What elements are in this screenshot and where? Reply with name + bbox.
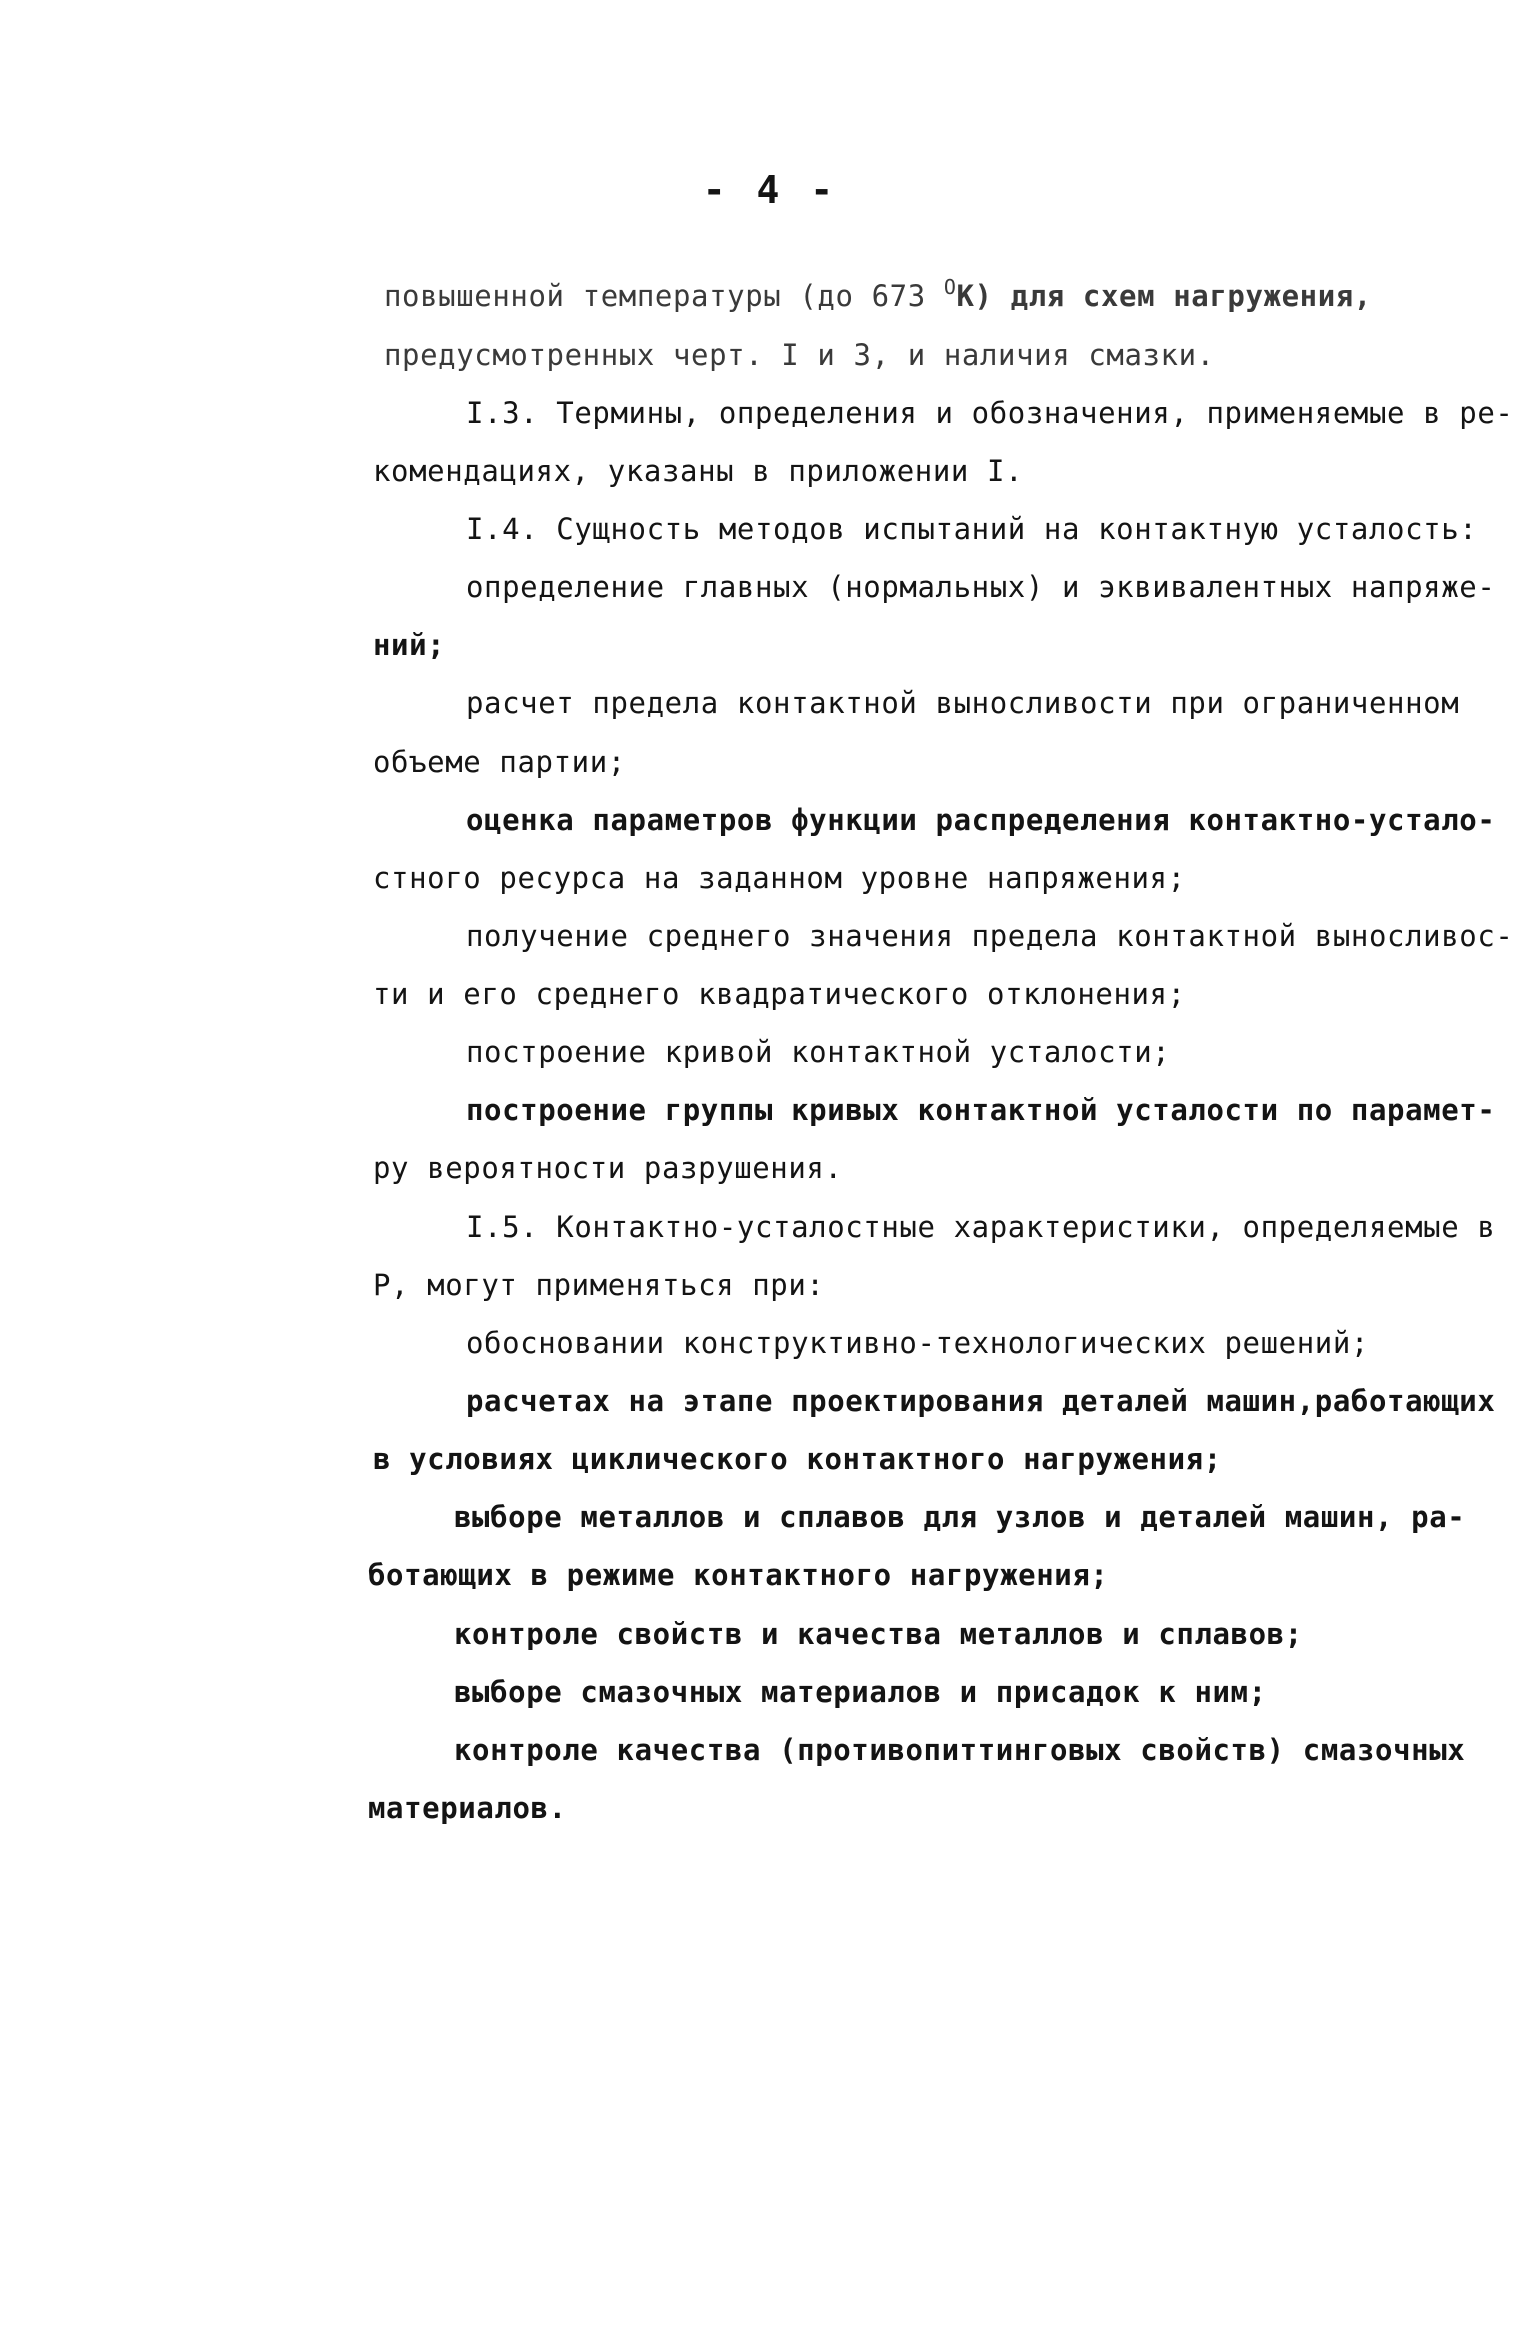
text-line: ний; [373,628,446,662]
text-line: комендациях, указаны в приложении I. [373,454,1024,488]
text-line: I.5. Контактно-усталостные характеристики, определяемые в [466,1210,1496,1244]
text-line: Р, могут применяться при: [373,1268,825,1302]
text-line: построение кривой контактной усталости; [466,1035,1171,1069]
text-line: получение среднего значения предела контактной выносливос- [466,919,1514,953]
text-line: обосновании конструктивно-технологических решений; [466,1326,1369,1360]
text-segment: K) для схем нагружения, [956,279,1372,313]
text-line: объеме партии; [373,745,626,779]
page-number: - 4 - [702,168,838,212]
text-line: определение главных (нормальных) и эквивалентных напряже- [466,570,1496,604]
text-line [384,275,1372,317]
text-line: ботающих в режиме контактного нагружения; [368,1558,1109,1592]
text-line: материалов. [368,1791,567,1825]
text-line: расчетах на этапе проектирования деталей машин,работающих [466,1384,1496,1418]
text-line: стного ресурса на заданном уровне напряжения; [373,861,1186,895]
text-line: ру вероятности разрушения. [373,1151,843,1185]
text-line: контроле качества (противопиттинговых свойств) смазочных [454,1733,1466,1767]
text-line: I.3. Термины, определения и обозначения, применяемые в ре- [466,396,1514,430]
text-line: построение группы кривых контактной усталости по парамет- [466,1093,1496,1127]
superscript-degree: O [943,275,957,299]
text-line: I.4. Сущность методов испытаний на контактную усталость: [466,512,1478,546]
text-line: контроле свойств и качества металлов и сплавов; [454,1617,1303,1651]
text-segment: повышенной температуры (до 673 [384,279,944,313]
text-line: выборе металлов и сплавов для узлов и деталей машин, ра- [454,1500,1466,1534]
text-line: оценка параметров функции распределения контактно-устало- [466,803,1496,837]
text-line: ти и его среднего квадратического отклонения; [373,977,1186,1011]
text-line: в условиях циклического контактного нагружения; [373,1442,1222,1476]
text-line: выборе смазочных материалов и присадок к ним; [454,1675,1267,1709]
text-line: предусмотренных черт. I и 3, и наличия смазки. [384,338,1215,372]
text-line: расчет предела контактной выносливости при ограниченном [466,686,1460,720]
